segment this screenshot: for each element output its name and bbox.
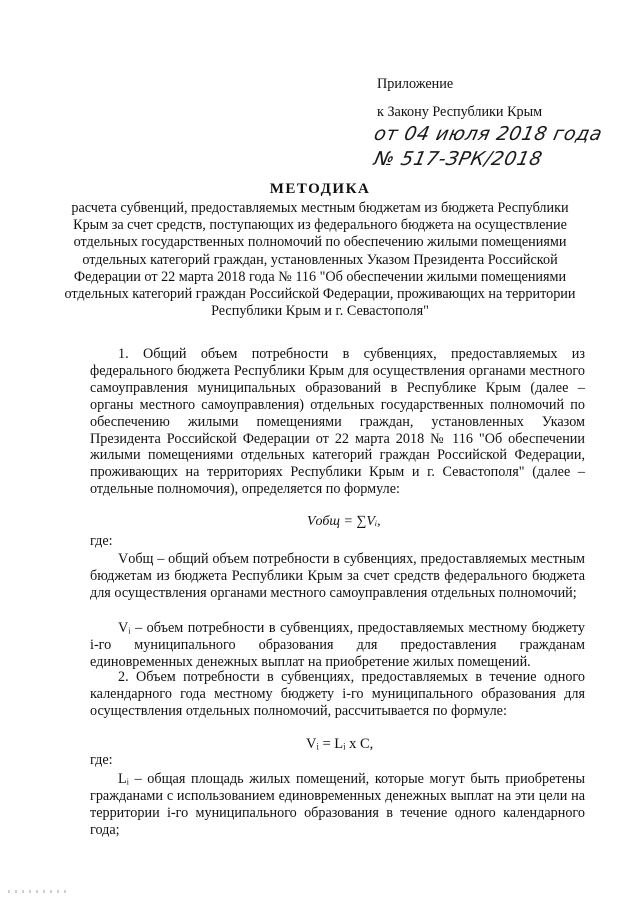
handwritten-date: от 04 июля 2018 года [372, 123, 605, 145]
definition-li: Lᵢ – общая площадь жилых помещений, которые могут быть приобретены гражданами с использованием единовременных денежных выплат на эти цели на территории i-го муниципального образования в течение одного календарного года; [90, 771, 585, 838]
where-label-1: где: [90, 533, 113, 549]
definition-vobsh: Vобщ – общий объем потребности в субвенциях, предоставляемых местным бюджетам из бюджета Республики Крым за счет средств федерального бюджета для осуществления органами местного самоуправления отдельных полномочий; [90, 551, 585, 601]
document-title: МЕТОДИКА [269, 181, 371, 197]
document-subtitle: расчета субвенций, предоставляемых местным бюджетам из бюджета Республики Крым за счет средств, поступающих из федерального бюджета на осуществление отдельных государственных полномочий по обеспечению жилыми помещениями отдельных категорий граждан, установленных Указом Президента Российской Федерации от 22 марта 2018 года № 116 "Об обеспечении жилыми помещениями отдельных категорий граждан Российской Федерации, проживающих на территории Республики Крым и г. Севастополя" [64, 200, 576, 320]
where-label-2: где: [90, 752, 113, 768]
appendix-law-reference: к Закону Республики Крым [377, 104, 543, 120]
paragraph-2: 2. Объем потребности в субвенциях, предоставляемых в течение одного календарного года местному бюджету i-го муниципального образования для осуществления отдельных полномочий, рассчитывается по формуле: [90, 669, 585, 719]
formula-vi: Vᵢ = Lᵢ x C, [306, 736, 374, 752]
paragraph-1: 1. Общий объем потребности в субвенциях, предоставляемых из федерального бюджета Республики Крым для осуществления органами местного самоуправления муниципальных образований в Республике Крым (далее – органы местного самоуправления) отдельных государственных полномочий по обеспечению жилыми помещениями граждан, установленных Указом Президента Российской Федерации от 22 марта 2018 № 116 "Об обеспечении жилыми помещениями отдельных категорий граждан Российской Федерации, проживающих на территориях Республики Крым и г. Севастополя" (далее – отдельные полномочия), определяется по формуле: [90, 346, 585, 498]
appendix-label: Приложение [377, 76, 454, 92]
scan-artifact [8, 890, 68, 893]
handwritten-number: № 517-ЗРК/2018 [372, 148, 545, 170]
formula-total: Vобщ = ∑Vᵢ, [307, 514, 381, 529]
definition-vi: Vᵢ – объем потребности в субвенциях, предоставляемых местному бюджету i-го муниципального образования для предоставления гражданам единовременных денежных выплат на приобретение жилых помещений. [90, 620, 585, 670]
